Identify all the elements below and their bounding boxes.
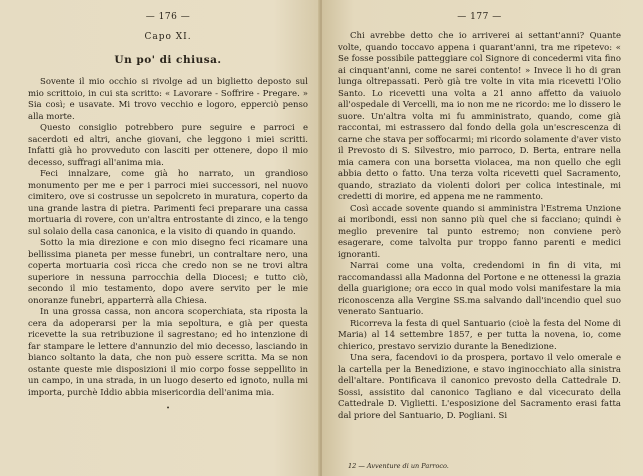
page-footer: 12 — Avventure di un Parroco. (348, 462, 449, 470)
paragraph: Ricorreva la festa di quel Santuario (cioè la festa del Nome di Maria) al 14 settembre 1857, e per tutta la novena, io, come chierico, prestavo servizio durante la Benedizione. (338, 318, 621, 352)
right-page (322, 0, 643, 476)
chapter-heading: Capo XI. (144, 32, 192, 42)
paragraph: Feci innalzare, come già ho narrato, un grandioso monumento per me e per i parroci miei successori, nel nuovo cimitero, ove si costrusse un sepolcreto in muratura, coperto da una grande lastra di pietra. Parimenti feci preparare una cassa mortuaria di rovere, con un'altra entrostante di zinco, e la tengo sul solaio della casa canonica, e la visito di quando in quando. (28, 169, 308, 237)
paragraph: In una grossa cassa, non ancora scoperchiata, sta riposta la cera da adoperarsi per la mia sepoltura, e già per questa ricevette la sua retribuzione il sagrestano; ed ho intenzione di far stampare le lettere d'annunzio del mio decesso, lasciando in bianco soltanto la data, che non può essere scritta. Ma se non ostante queste mie disposizioni il mio corpo fosse seppellito in un campo, in una strada, in un luogo deserto ed ignoto, nulla mi importa, purchè Iddio abbia misericordia dell'anima mia. (28, 307, 308, 398)
chapter-title: Un po' di chiusa. (114, 54, 222, 66)
paragraph: Così accade sovente quando si amministra l'Estrema Unzione ai moribondi, essi non sanno più quel che si facciano; quindi è meglio prevenire tal punto estremo; non conviene però esagerare, come talvolta pur troppo fanno parenti e medici ignoranti. (338, 203, 621, 260)
paragraph: Sovente il mio occhio si rivolge ad un biglietto deposto sul mio scrittoio, in cui sta scritto: « Lavorare - Soffrire - Pregare. » Sia così; e usavate. Mi trovo vecchio e logoro, epperciò penso alla morte. (28, 77, 308, 122)
ornament-dot: • (166, 405, 170, 412)
paragraph: Questo consiglio potrebbero pure seguire e parroci e sacerdoti ed altri, anche giovani, che leggono i miei scritti. Infatti già ho provveduto con lasciti per ottenere, dopo il mio decesso, suffragi all'anima mia. (28, 123, 308, 168)
page-number-header: — 177 — (457, 12, 502, 22)
paragraph: Una sera, facendovi io da prospera, portavo il velo omerale e la cartella per la Benedizione, e stavo inginocchiato alla sinistra dell'altare. Pontificava il canonico prevosto della Cattedrale D. Sossi, assistito dal canonico Tagliano e dal vicecurato della Cattedrale D. Viglietti. L'esposizione del Sacramento erasi fatta dal priore del Santuario, D. Pogliani. Si (338, 353, 621, 421)
page-number-header: — 176 — (145, 12, 191, 22)
paragraph: Sotto la mia direzione e con mio disegno feci ricamare una bellissima pianeta per messe funebri, un contraltare nero, una coperta mortuaria così ricca che credo non se ne trovi altra superiore in nessuna parrocchia della Diocesi; e tutto ciò, secondo il mio testamento, dopo avere servito per le mie onoranze funebri, apparterrà alla Chiesa. (28, 238, 308, 306)
paragraph: Chi avrebbe detto che io arriverei ai settant'anni? Quante volte, quando toccavo appena i quarant'anni, tra me ripetevo: « Se fosse possibile patteggiare col Signore di concedermi vita fino ai cinquant'anni, come ne sarei contento! » Invece li ho di gran lunga oltrepassati. Però già tre volte in vita mia ricevetti l'Olio Santo. Lo ricevetti una volta a 21 anno affetto da vaiuolo all'ospedale di Vercelli, ma io non me ne ricordo: me lo dissero le suore. Un'altra volta mi fu amministrato, quando, come già raccontai, mi estrassero dal fondo della gola un'escrescenza di carne che stava per soffocarmi; mi ricordo solamente d'aver visto il Prevosto di S. Silvestro, mio parroco, D. Berta, entrare nella mia camera con una borsetta violacea, ma non quello che egli abbia detto o fatto. Una terza volta ricevetti quel Sacramento, quando, straziato da violenti dolori per colica intestinale, mi credetti di morire, ed appena me ne rammento. (338, 31, 621, 202)
paragraph: Narrai come una volta, credendomi in fin di vita, mi raccomandassi alla Madonna del Portone e ne ottenessi la grazia della guarigione; ora ecco in qual modo volsi manifestare la mia riconoscenza alla Vergine SS.ma salvando dall'incendio quel suo venerato Santuario. (338, 261, 621, 317)
